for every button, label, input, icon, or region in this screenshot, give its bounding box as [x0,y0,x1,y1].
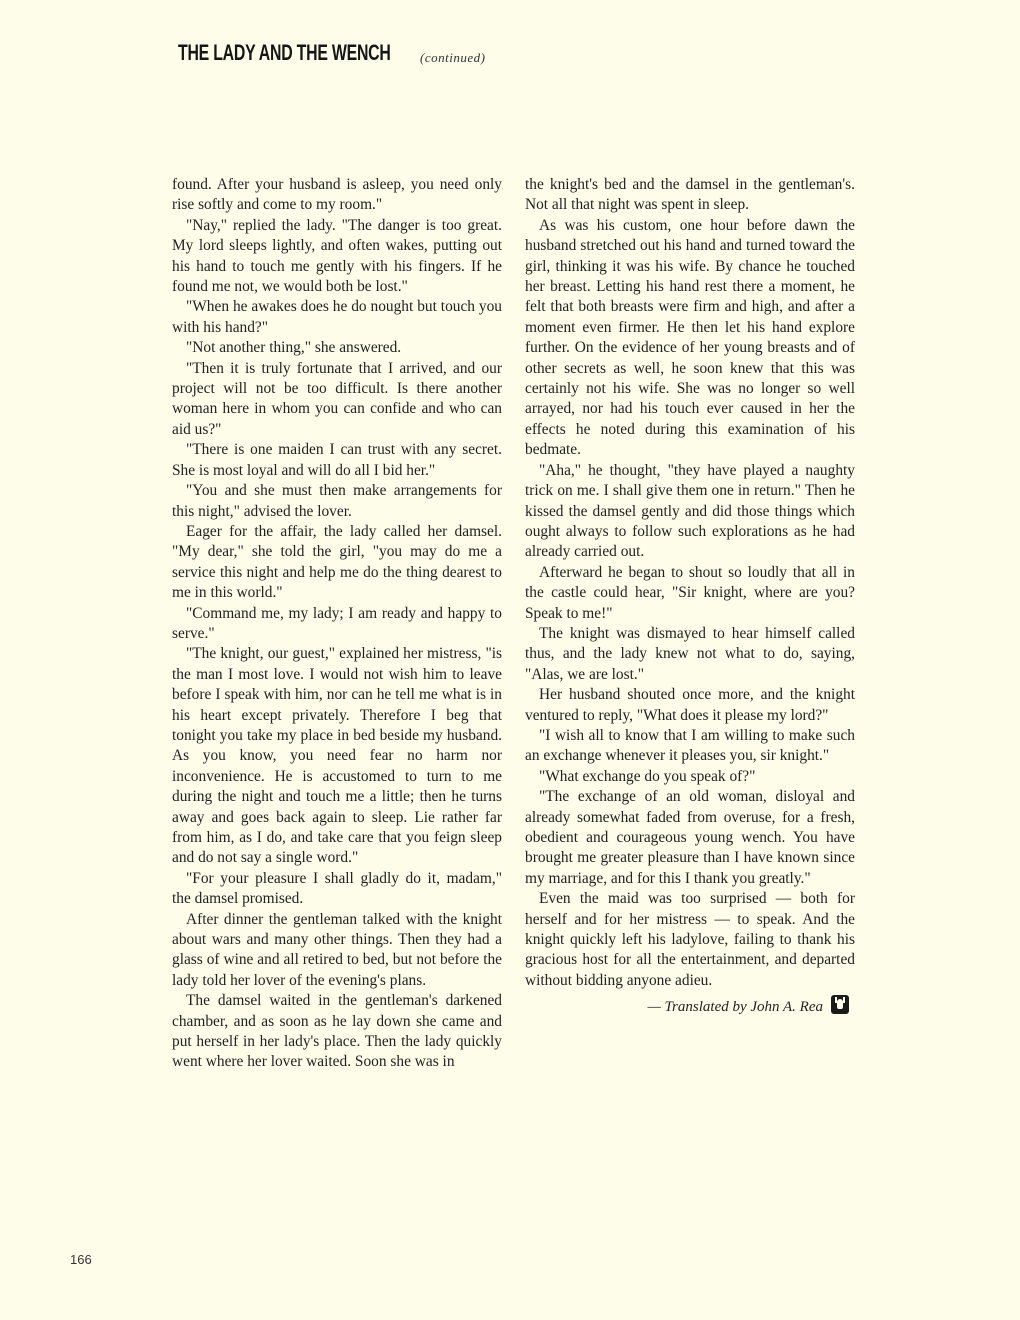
article-continued-label: (continued) [420,50,486,65]
paragraph: "The exchange of an old woman, disloyal and already somewhat faded from overuse, for a fresh, obedient and courageous young wench. You have brought me greater pleasure than I have known since my marriage, and for this I thank you greatly." [525,788,855,887]
article-title: THE LADY AND THE WENCH [178,40,391,65]
paragraph: As was his custom, one hour before dawn the husband stretched out his hand and turned toward the girl, thinking it was his wife. By chance he touched her breast. Letting his hand rest there a moment, he felt that both breasts were firm and high, and after a moment even firmer. He then let his hand explore further. On the evidence of her young breasts and of other secrets as well, he soon knew that this was certainly not his wife. She was no longer so well arrayed, nor had his touch ever caused in her the effects he noted during this examination of his bedmate. [525,216,855,459]
paragraph: Even the maid was too surprised — both for herself and for her mistress — to speak. And the knight quickly left his ladylove, failing to thank his gracious host for all the entertainment, and departed without bidding anyone adieu. [525,890,855,989]
paragraph: "When he awakes does he do nought but touch you with his hand?" [172,298,502,336]
article-header [178,40,486,66]
paragraph: Afterward he began to shout so loudly that all in the castle could hear, "Sir knight, where are you? Speak to me!" [525,563,855,622]
right-text-column [525,175,855,1018]
paragraph: After dinner the gentleman talked with the knight about wars and many other things. Then they had a glass of wine and all retired to bed, but not before the lady told her lover of the evening's plans. [172,910,502,989]
paragraph: "There is one maiden I can trust with any secret. She is most loyal and will do all I bid her." [172,441,502,479]
paragraph: Eager for the affair, the lady called her damsel. "My dear," she told the girl, "you may do me a service this night and help me do the thing dearest to me in this world." [172,522,502,602]
paragraph: Her husband shouted once more, and the knight ventured to reply, "What does it please my lord?" [525,686,855,724]
paragraph: The knight was dismayed to hear himself called thus, and the lady knew not what to do, saying, "Alas, we are lost." [525,624,855,683]
paragraph: the knight's bed and the damsel in the gentleman's. Not all that night was spent in sleep. [525,176,855,214]
paragraph: The damsel waited in the gentleman's darkened chamber, and as soon as he lay down she came and put herself in her lady's place. Then the lady quickly went where her lover waited. Soon she was in [172,992,502,1071]
paragraph: "Command me, my lady; I am ready and happy to serve." [172,604,502,642]
paragraph: "Nay," replied the lady. "The danger is too great. My lord sleeps lightly, and often wakes, putting out his hand to touch me gently with his fingers. If he found me not, we would both be lost." [172,216,502,296]
paragraph: "Then it is truly fortunate that I arrived, and our project will not be too difficult. Is there another woman here in whom you can confide and who can aid us?" [172,359,502,438]
paragraph: "For your pleasure I shall gladly do it, madam," the damsel promised. [172,869,502,908]
paragraph: "What exchange do you speak of?" [539,767,756,785]
paragraph: "Not another thing," she answered. [186,339,402,357]
paragraph: "The knight, our guest," explained her mistress, "is the man I most love. I would not wish him to leave before I speak with him, nor can he tell me what is in his heart except privately. Therefore I beg that tonight you take my place in bed beside my husband. As you know, you need fear no harm nor inconvenience. He is accustomed to turn to me during the night and touch me a little; then he turns away and goes back again to sleep. Lie rather far from him, as I do, and take care that you feign sleep and do not say a single word." [172,645,502,867]
paragraph: "Aha," he thought, "they have played a naughty trick on me. I shall give them one in return." Then he kissed the damsel gently and did those things which ought always to follow such explorations as he had already carried out. [525,461,855,561]
paragraph: found. After your husband is asleep, you need only rise softly and come to my room." [172,176,502,214]
translator-credit-line [525,995,855,1017]
rabbit-head-icon [831,995,849,1014]
paragraph: "You and she must then make arrangements for this night," advised the lover. [172,482,502,520]
left-text-column [172,175,502,1073]
page-number: 166 [70,1252,92,1267]
translator-credit: — Translated by John A. Rea [647,999,823,1016]
paragraph: "I wish all to know that I am willing to make such an exchange whenever it pleases you, sir knight." [525,726,855,765]
